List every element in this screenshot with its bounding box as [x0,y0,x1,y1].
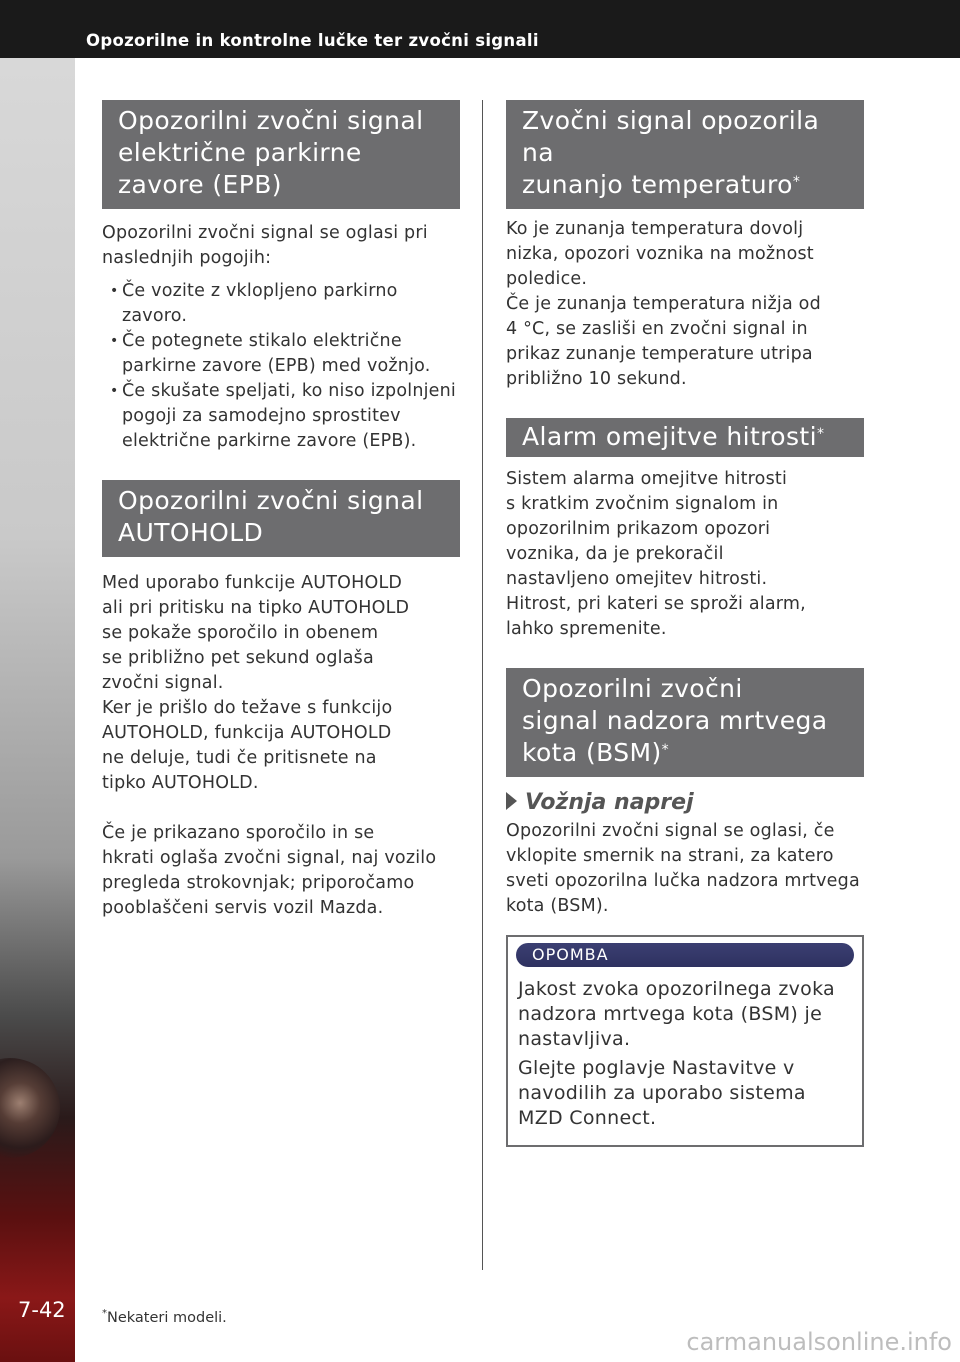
bsm-text: Opozorilni zvočni signal se oglasi, če vklopite smernik na strani, za katero sveti opozorilna lučka nadzora mrtvega kota (BSM). [506,821,860,916]
note-text-reference: Glejte poglavje Nastavitve v navodilih za uporabo sistema MZD Connect. [518,1057,806,1129]
autohold-service-text: Če je prikazano sporočilo in se hkrati oglaša zvočni signal, naj vozilo pregleda strokovnjak; priporočamo pooblaščeni servis vozil Mazda. [102,823,437,918]
section-heading-autohold: Opozorilni zvočni signal AUTOHOLD [102,480,460,557]
footnote-mark: * [792,174,801,190]
side-strip [0,58,75,1362]
footnote-mark: * [102,1308,107,1319]
outside-temp-text: Ko je zunanja temperatura dovolj nizka, opozori voznika na možnost poledice. Če je zunanja temperatura nižja od 4 °C, se zasliši en zvočni signal in prikaz zunanje temperature utripa približno 10 sekund. [506,219,821,389]
watermark: carmanualsonline.info [686,1328,952,1356]
list-item: • Če skušate speljati, ko niso izpolnjeni pogoji za samodejno sprostitev električne parkirne zavore (EPB). [102,379,460,454]
epb-intro: Opozorilni zvočni signal se oglasi pri naslednjih pogojih: [102,223,428,268]
page-number: 7-42 [18,1298,66,1322]
right-column [506,100,864,1147]
section-heading-outside-temp: Zvočni signal opozorila na zunanjo temperaturo* [506,100,864,209]
subheading-driving-forward: Vožnja naprej [506,789,864,817]
speed-alarm-text: Sistem alarma omejitve hitrosti s kratkim zvočnim signalom in opozorilnim prikazom opozori voznika, da je prekoračil nastavljeno omejitev hitrosti. Hitrost, pri kateri se sproži alarm, lahko spremenite. [506,469,806,639]
chapter-title: Opozorilne in kontrolne lučke ter zvočni signali [86,31,539,50]
epb-conditions-list [102,279,460,454]
footnote-mark: * [816,426,825,442]
note-text-volume: Jakost zvoka opozorilnega zvoka nadzora mrtvega kota (BSM) je nastavljiva. [518,978,835,1050]
note-box [506,935,864,1147]
left-column [102,100,460,921]
headlamp-image [0,1058,60,1158]
section-heading-bsm: Opozorilni zvočni signal nadzora mrtvega kota (BSM)* [506,668,864,777]
footnote: *Nekateri modeli. [102,1308,227,1326]
header-bar [0,0,960,58]
footnote-mark: * [661,742,670,758]
autohold-text: Med uporabo funkcije AUTOHOLD ali pri pritisku na tipko AUTOHOLD se pokaže sporočilo in obenem se približno pet sekund oglaša zvočni signal. Ker je prišlo do težave s funkcijo AUTOHOLD, funkcija AUTOHOLD ne deluje, tudi če pritisnete na tipko AUTOHOLD. [102,573,410,793]
list-item: • Če potegnete stikalo električne parkirne zavore (EPB) med vožnjo. [102,329,460,379]
note-label: OPOMBA [516,943,854,967]
section-heading-epb: Opozorilni zvočni signal električne parkirne zavore (EPB) [102,100,460,209]
triangle-bullet-icon [506,792,517,810]
list-item: • Če vozite z vklopljeno parkirno zavoro. [102,279,460,329]
column-divider [482,100,483,1270]
section-heading-speed-alarm: Alarm omejitve hitrosti* [506,418,864,457]
